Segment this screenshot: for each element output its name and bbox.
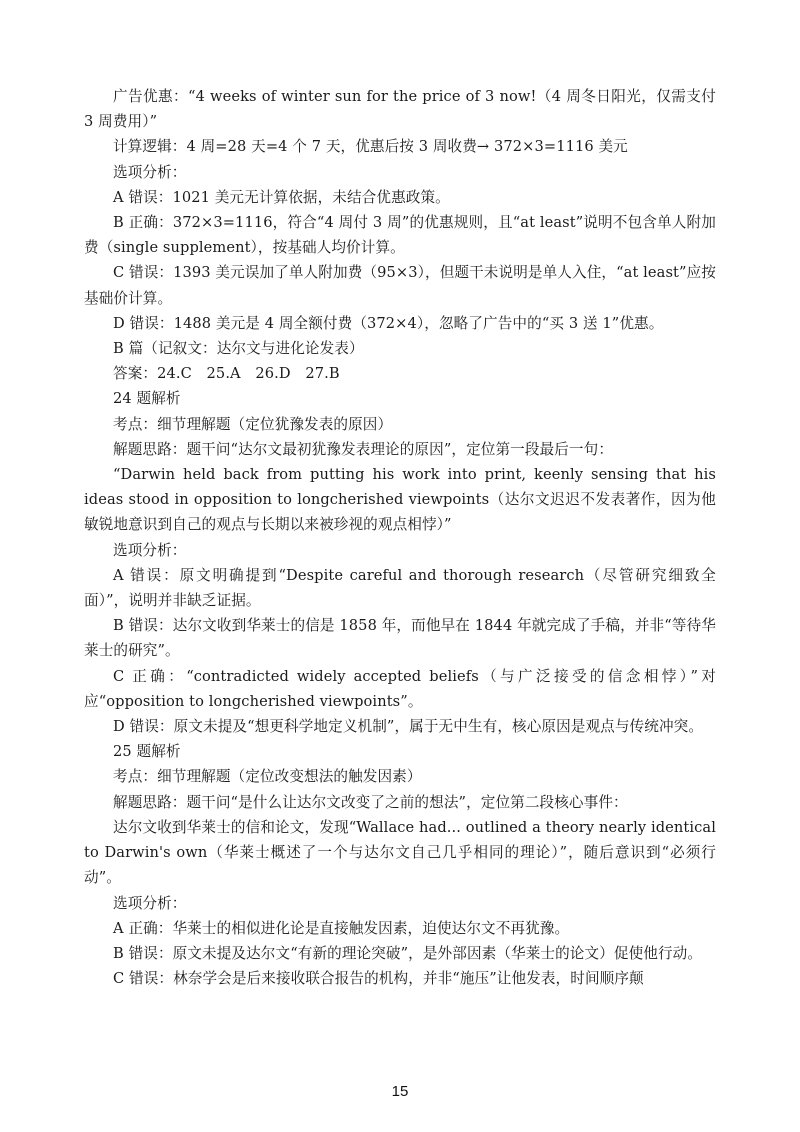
paragraph: B 错误：原文未提及达尔文“有新的理论突破”，是外部因素（华莱士的论文）促使他行动。 [113,944,703,962]
paragraph: 考点：细节理解题（定位改变想法的触发因素） [113,768,422,786]
paragraph: 24 题解析 [113,390,181,408]
paragraph: 解题思路：题干问“达尔文最初犹豫发表理论的原因”，定位第一段最后一句： [113,440,614,458]
page-number: 15 [391,1083,409,1100]
paragraph: C 正确：“contradicted widely accepted beliefs（与广泛接受的信念相悖）”对应“opposition to longcherished viewpoints”。 [84,667,716,710]
paragraph: 考点：细节理解题（定位犹豫发表的原因） [113,415,393,433]
paragraph: B 正确：372×3=1116，符合“4 周付 3 周”的优惠规则，且“at least”说明不包含单人附加费（single supplement），按基础人均价计算。 [84,214,716,257]
paragraph: A 错误：1021 美元无计算依据，未结合优惠政策。 [113,188,450,206]
paragraph: C 错误：林奈学会是后来接收联合报告的机构，并非“施压”让他发表，时间顺序颠 [113,970,644,988]
paragraph: 25 题解析 [113,743,181,761]
paragraph: 答案：24.C 25.A 26.D 27.B [113,365,340,383]
paragraph: B 错误：达尔文收到华莱士的信是 1858 年，而他早在 1844 年就完成了手稿，并非“等待华莱士的研究”。 [84,617,716,660]
paragraph: A 错误：原文明确提到“Despite careful and thorough research（尽管研究细致全面）”，说明并非缺乏证据。 [84,566,716,610]
paragraph: 解题思路：题干问“是什么让达尔文改变了之前的想法”，定位第二段核心事件： [113,793,628,811]
paragraph: D 错误：1488 美元是 4 周全额付费（372×4），忽略了广告中的“买 3 送 1”优惠。 [113,314,664,332]
paragraph: 选项分析： [113,894,187,912]
paragraph: 选项分析： [113,163,187,181]
paragraph: B 篇（记叙文：达尔文与进化论发表） [113,340,364,358]
paragraph: 达尔文收到华莱士的信和论文，发现“Wallace had... outlined a theory nearly identical to Darwin's own（华莱士概述了一个与达尔文自己几乎相同的理论）”，随后意识到“必须行动”。 [84,818,716,887]
paragraph: “Darwin held back from putting his work into print, keenly sensing that his ideas stood in opposition to longcherished viewpoints（达尔文迟迟不发表著作，因为他敏锐地意识到自己的观点与长期以来被珍视的观点相悖）” [84,466,716,534]
paragraph: C 错误：1393 美元误加了单人附加费（95×3），但题干未说明是单人入住，“at least”应按基础价计算。 [84,264,716,307]
paragraph: 选项分析： [113,541,187,559]
paragraph: 广告优惠：“4 weeks of winter sun for the price of 3 now!（4 周冬日阳光，仅需支付 3 周费用）” [84,88,716,131]
page-body [84,84,716,991]
paragraph: A 正确：华莱士的相似进化论是直接触发因素，迫使达尔文不再犹豫。 [113,919,570,937]
paragraph: D 错误：原文未提及“想更科学地定义机制”，属于无中生有，核心原因是观点与传统冲突。 [113,718,704,736]
paragraph: 计算逻辑：4 周=28 天=4 个 7 天，优惠后按 3 周收费→ 372×3=1116 美元 [113,138,628,156]
